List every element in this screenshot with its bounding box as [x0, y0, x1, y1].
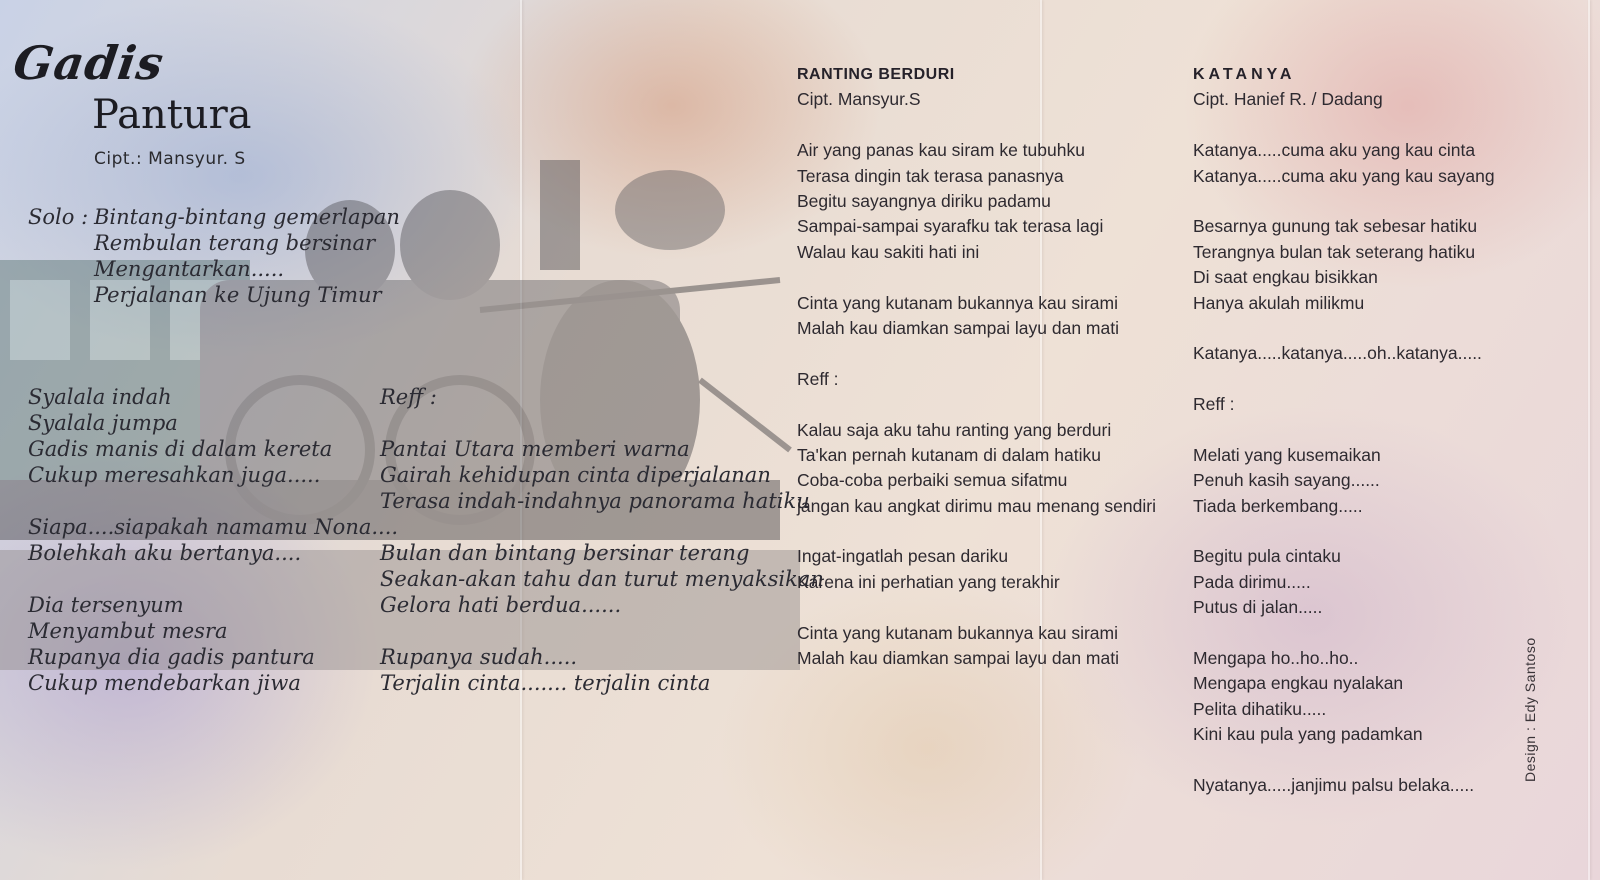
lyric-line: Sampai-sampai syarafku tak terasa lagi — [797, 216, 1104, 237]
lyric-line: Rupanya dia gadis pantura — [28, 645, 315, 669]
stanza-gap — [1193, 519, 1495, 544]
lyric-line: Malah kau diamkan sampai layu dan mati — [797, 317, 1119, 338]
lyric-line: Terjalin cinta....... terjalin cinta — [380, 671, 711, 695]
lyric-line: Gadis manis di dalam kereta — [28, 437, 333, 461]
lyric-line: Rupanya sudah..... — [380, 645, 578, 669]
lyric-line: Rembulan terang bersinar — [94, 231, 376, 255]
lyric-line: Cukup meresahkan juga..... — [28, 463, 321, 487]
lyric-line: Dia tersenyum — [28, 593, 184, 617]
lyric-line: Gairah kehidupan cinta diperjalanan — [380, 463, 771, 487]
stanza-gap — [797, 392, 1156, 417]
songwriter-credit: Cipt. Hanief R. / Dadang — [1193, 89, 1383, 110]
lyric-line: Syalala indah — [28, 385, 172, 409]
lyric-line: Ingat-ingatlah pesan dariku — [797, 546, 1009, 567]
lyric-line: Cinta yang kutanam bukannya kau sirami — [797, 292, 1119, 313]
songwriter-credit: Cipt. Mansyur.S — [797, 89, 921, 110]
lyric-line: Bulan dan bintang bersinar terang — [380, 541, 750, 565]
lyric-line: Kalau saja aku tahu ranting yang berduri — [797, 419, 1112, 440]
lyric-line: Terasa dingin tak terasa panasnya — [797, 165, 1064, 186]
lyric-line: Besarnya gunung tak sebesar hatiku — [1193, 216, 1478, 237]
design-credit: Design : Edy Santoso — [1522, 637, 1538, 782]
lyric-line: Air yang panas kau siram ke tubuhku — [797, 140, 1085, 161]
lyric-line: Mengapa engkau nyalakan — [1193, 673, 1404, 694]
lyric-line: Perjalanan ke Ujung Timur — [94, 283, 382, 307]
lyric-line: Bintang-bintang gemerlapan — [94, 205, 400, 229]
lyric-line: Begitu sayangnya diriku padamu — [797, 190, 1051, 211]
song-title-word-1: Gadis — [10, 36, 168, 90]
lyric-lines — [1193, 113, 1495, 799]
lyric-line: Coba-coba perbaiki semua sifatmu — [797, 470, 1068, 491]
ranting-berduri-lyrics — [797, 62, 1156, 671]
lyric-line: Terasa indah-indahnya panorama hatiku — [380, 489, 810, 513]
lyric-line: Seakan-akan tahu dan turut menyaksikan — [380, 567, 824, 591]
lyric-line: Walau kau sakiti hati ini — [797, 241, 980, 262]
lyric-line: Putus di jalan..... — [1193, 597, 1323, 618]
stanza-gap — [1193, 189, 1495, 214]
lyric-line: jangan kau angkat dirimu mau menang sendiri — [797, 495, 1156, 516]
stanza-gap — [28, 566, 398, 592]
lyric-line: Katanya.....cuma aku yang kau cinta — [1193, 140, 1476, 161]
lyric-line: Malah kau diamkan sampai layu dan mati — [797, 648, 1119, 669]
lyric-line: Di saat engkau bisikkan — [1193, 267, 1378, 288]
stanza-gap — [28, 488, 398, 514]
reff-label: Reff : — [1193, 394, 1235, 415]
lyric-line: Siapa....siapakah namamu Nona.... — [28, 515, 399, 539]
lyric-line: Pantai Utara memberi warna — [380, 437, 690, 461]
lyric-line: Karena ini perhatian yang terakhir — [797, 571, 1060, 592]
solo-verse — [94, 204, 400, 308]
stanza-gap — [1193, 316, 1495, 341]
lyric-line: Mengapa ho..ho..ho.. — [1193, 648, 1359, 669]
songwriter-credit: Cipt.: Mansyur. S — [94, 149, 246, 169]
stanza-gap — [1193, 367, 1495, 392]
lyric-line: Katanya.....katanya.....oh..katanya..... — [1193, 343, 1482, 364]
stanza-gap — [380, 618, 824, 644]
katanya-lyrics — [1193, 62, 1495, 798]
lyric-line: Nyatanya.....janjimu palsu belaka..... — [1193, 774, 1475, 795]
solo-label: Solo : — [28, 205, 89, 229]
lyric-line: Melati yang kusemaikan — [1193, 444, 1381, 465]
stanza-gap — [380, 514, 824, 540]
reff-label: Reff : — [380, 385, 437, 409]
lyric-line: Menyambut mesra — [28, 619, 228, 643]
lyric-line: Katanya.....cuma aku yang kau sayang — [1193, 165, 1495, 186]
stanza-gap — [797, 519, 1156, 544]
lyric-lines — [797, 113, 1156, 672]
lyric-line: Mengantarkan..... — [94, 257, 285, 281]
song-title: KATANYA — [1193, 66, 1296, 83]
lyric-line: Bolehkah aku bertanya.... — [28, 541, 302, 565]
lyric-line: Cinta yang kutanam bukannya kau sirami — [797, 622, 1119, 643]
stanza-gap — [797, 341, 1156, 366]
lyric-line: Syalala jumpa — [28, 411, 178, 435]
stanza-gap — [797, 113, 1156, 138]
lyric-line: Ta'kan pernah kutanam di dalam hatiku — [797, 444, 1101, 465]
gadis-pantura-reff — [380, 384, 824, 696]
stanza-gap — [797, 265, 1156, 290]
lyric-line: Cukup mendebarkan jiwa — [28, 671, 301, 695]
song-title: RANTING BERDURI — [797, 66, 955, 83]
lyric-line: Penuh kasih sayang...... — [1193, 470, 1380, 491]
lyric-line: Hanya akulah milikmu — [1193, 292, 1365, 313]
lyric-line: Begitu pula cintaku — [1193, 546, 1341, 567]
stanza-gap — [1193, 113, 1495, 138]
stanza-gap — [1193, 621, 1495, 646]
panel-fold — [1588, 0, 1590, 880]
lyric-line: Tiada berkembang..... — [1193, 495, 1363, 516]
stanza-gap — [797, 595, 1156, 620]
reff-label: Reff : — [797, 368, 839, 389]
song-title-word-2: Pantura — [92, 92, 252, 138]
stanza-gap — [1193, 748, 1495, 773]
gadis-pantura-verses — [28, 384, 398, 696]
lyric-line: Pelita dihatiku..... — [1193, 698, 1327, 719]
stanza-gap — [1193, 418, 1495, 443]
lyric-line: Pada dirimu..... — [1193, 571, 1311, 592]
stanza-gap — [380, 410, 824, 436]
lyric-line: Terangnya bulan tak seterang hatiku — [1193, 241, 1476, 262]
lyric-line: Gelora hati berdua...... — [380, 593, 622, 617]
lyric-line: Kini kau pula yang padamkan — [1193, 724, 1423, 745]
